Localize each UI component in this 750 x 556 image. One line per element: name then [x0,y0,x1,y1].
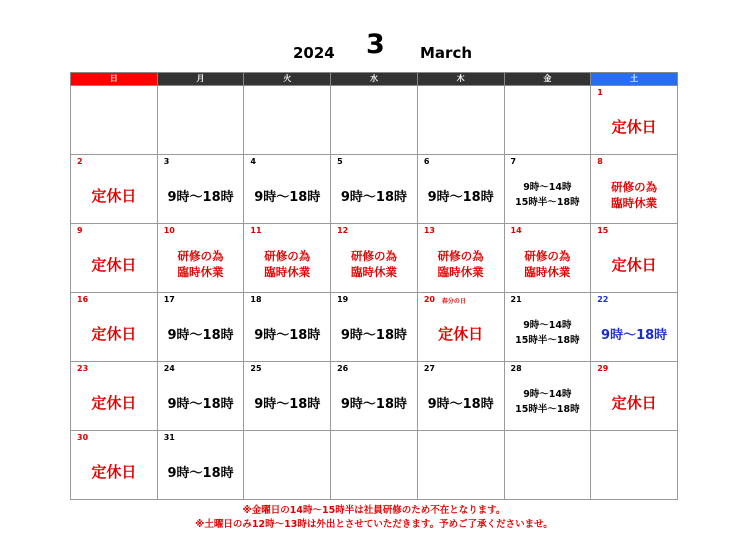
holiday-note: 春分の日 [441,298,466,305]
month-name: March [420,44,473,62]
schedule-line: 研修の為 [524,249,571,263]
schedule-line: 研修の為 [350,249,397,263]
day-schedule [158,443,244,499]
schedule-line: 15時半～18時 [515,335,580,346]
day-number: 20 [423,295,435,304]
empty-day-cell [71,86,158,155]
day-number: 7 [510,157,517,166]
day-number: 31 [163,433,175,442]
schedule-line: 9時～18時 [254,396,321,412]
schedule-line: 定休日 [438,324,484,343]
day-schedule [71,443,157,499]
day-number: 23 [77,364,89,373]
calendar-week-row [71,155,678,224]
note-friday: ※金曜日の14時～15時半は社員研修のため不在となります。 [242,505,506,516]
day-number: 29 [597,364,609,373]
schedule-line: 9時～14時 [523,320,572,331]
day-cell [591,86,678,155]
day-cell [71,431,158,500]
weekday-friday: 金 [504,73,591,86]
note-saturday: ※土曜日のみ12時～13時は外出とさせていただきます。予めご了承くださいませ。 [195,519,553,530]
day-number: 17 [163,295,175,304]
day-schedule [244,305,330,361]
day-number: 19 [337,295,349,304]
day-cell [417,362,504,431]
day-schedule [331,167,417,223]
day-number: 5 [337,157,343,166]
day-cell [157,431,244,500]
day-number: 18 [250,295,262,304]
weekday-header-row [71,73,678,86]
day-schedule [158,236,244,292]
day-schedule [158,167,244,223]
day-number: 10 [163,226,175,235]
day-number: 26 [337,364,349,373]
schedule-line: 定休日 [91,255,137,274]
day-cell [504,293,591,362]
empty-day-cell [244,86,331,155]
day-schedule [331,236,417,292]
weekday-sunday: 日 [71,73,158,86]
schedule-line: 15時半～18時 [515,404,580,415]
empty-day-cell [504,86,591,155]
day-schedule [505,167,591,223]
empty-day-cell [157,86,244,155]
schedule-line: 9時～18時 [167,327,234,343]
calendar-week-row [71,86,678,155]
calendar-title [0,0,750,72]
schedule-line: 9時～18時 [254,327,321,343]
day-number: 28 [510,364,522,373]
day-number: 16 [77,295,89,304]
schedule-line: 15時半～18時 [515,197,580,208]
schedule-line: 研修の為 [177,249,224,263]
day-number: 30 [77,433,89,442]
day-schedule [71,167,157,223]
day-cell [591,155,678,224]
day-number: 21 [510,295,522,304]
calendar-week-row [71,293,678,362]
day-schedule [158,305,244,361]
schedule-line: 研修の為 [611,180,658,194]
day-cell [591,293,678,362]
day-number: 8 [597,157,603,166]
day-schedule [244,236,330,292]
schedule-line: 9時～18時 [340,327,408,343]
calendar-week-row [71,362,678,431]
day-cell [244,362,331,431]
day-schedule [331,305,417,361]
day-cell [157,155,244,224]
schedule-line: 定休日 [91,462,137,481]
day-cell [591,224,678,293]
weekday-tuesday: 火 [244,73,331,86]
day-number: 6 [423,157,430,166]
schedule-line: 9時～14時 [523,182,572,193]
schedule-line: 9時～14時 [523,389,572,400]
schedule-line: 9時～18時 [167,396,234,412]
schedule-line: 9時～18時 [254,189,321,205]
day-schedule [505,305,591,361]
day-schedule [418,305,504,361]
day-schedule [71,374,157,430]
day-schedule [331,374,417,430]
empty-day-cell [244,431,331,500]
day-number: 11 [250,226,262,235]
day-cell [71,224,158,293]
day-schedule [244,167,330,223]
schedule-line: 9時～18時 [427,189,494,205]
year-label: 2024 [293,44,335,62]
day-cell [331,155,418,224]
day-schedule [71,236,157,292]
schedule-line: 定休日 [611,117,657,136]
day-number: 3 [163,157,170,166]
weekday-monday: 月 [157,73,244,86]
day-number: 9 [77,226,83,235]
day-schedule [505,236,591,292]
day-schedule [505,374,591,430]
schedule-line: 臨時休業 [524,265,571,279]
day-number: 25 [250,364,262,373]
schedule-line: 研修の為 [264,249,311,263]
day-number: 13 [423,226,435,235]
day-cell [244,155,331,224]
day-schedule [158,374,244,430]
day-cell [157,224,244,293]
day-schedule [591,236,677,292]
schedule-line: 臨時休業 [611,196,658,210]
schedule-line: 定休日 [91,324,137,343]
day-schedule [71,305,157,361]
schedule-line: 定休日 [611,393,657,412]
day-cell [71,155,158,224]
schedule-line: 臨時休業 [437,265,484,279]
schedule-line: 臨時休業 [177,265,224,279]
day-cell [504,224,591,293]
day-number: 1 [597,88,603,97]
schedule-line: 9時～18時 [340,396,408,412]
calendar-body [71,86,678,500]
day-cell [331,224,418,293]
day-schedule [591,167,677,223]
calendar-week-row [71,431,678,500]
weekday-thursday: 木 [417,73,504,86]
schedule-line: 9時～18時 [167,189,234,205]
empty-day-cell [417,431,504,500]
day-cell [417,224,504,293]
day-number: 4 [250,157,256,166]
weekday-saturday: 土 [591,73,678,86]
day-cell [71,362,158,431]
schedule-line: 9時～18時 [340,189,408,205]
day-number: 12 [337,226,349,235]
schedule-line: 定休日 [91,186,137,205]
day-number: 24 [163,364,175,373]
day-cell [244,293,331,362]
day-number: 27 [423,364,435,373]
day-cell [71,293,158,362]
day-schedule [418,236,504,292]
schedule-line: 9時～18時 [427,396,494,412]
day-cell [504,155,591,224]
day-number: 2 [77,157,83,166]
schedule-line: 9時～18時 [167,465,234,481]
day-schedule [418,167,504,223]
day-cell [591,362,678,431]
empty-day-cell [591,431,678,500]
weekday-wednesday: 水 [331,73,418,86]
day-schedule [591,374,677,430]
day-schedule [244,374,330,430]
month-number: 3 [366,29,385,60]
day-number: 14 [510,226,522,235]
day-schedule [591,98,677,154]
day-number: 22 [597,295,609,304]
schedule-line: 研修の為 [437,249,484,263]
day-cell [504,362,591,431]
calendar-week-row [71,224,678,293]
schedule-line: 臨時休業 [350,265,397,279]
schedule-line: 臨時休業 [264,265,311,279]
day-cell [157,362,244,431]
day-cell [417,293,504,362]
empty-day-cell [331,86,418,155]
empty-day-cell [417,86,504,155]
day-number: 15 [597,226,609,235]
footer-notes [70,504,678,532]
day-cell [157,293,244,362]
day-cell [331,293,418,362]
empty-day-cell [504,431,591,500]
day-cell [331,362,418,431]
day-schedule [591,305,677,361]
schedule-line: 定休日 [91,393,137,412]
schedule-line: 定休日 [611,255,657,274]
day-cell [244,224,331,293]
day-cell [417,155,504,224]
schedule-line: 9時～18時 [601,327,668,343]
calendar-grid [70,72,678,500]
empty-day-cell [331,431,418,500]
day-schedule [418,374,504,430]
